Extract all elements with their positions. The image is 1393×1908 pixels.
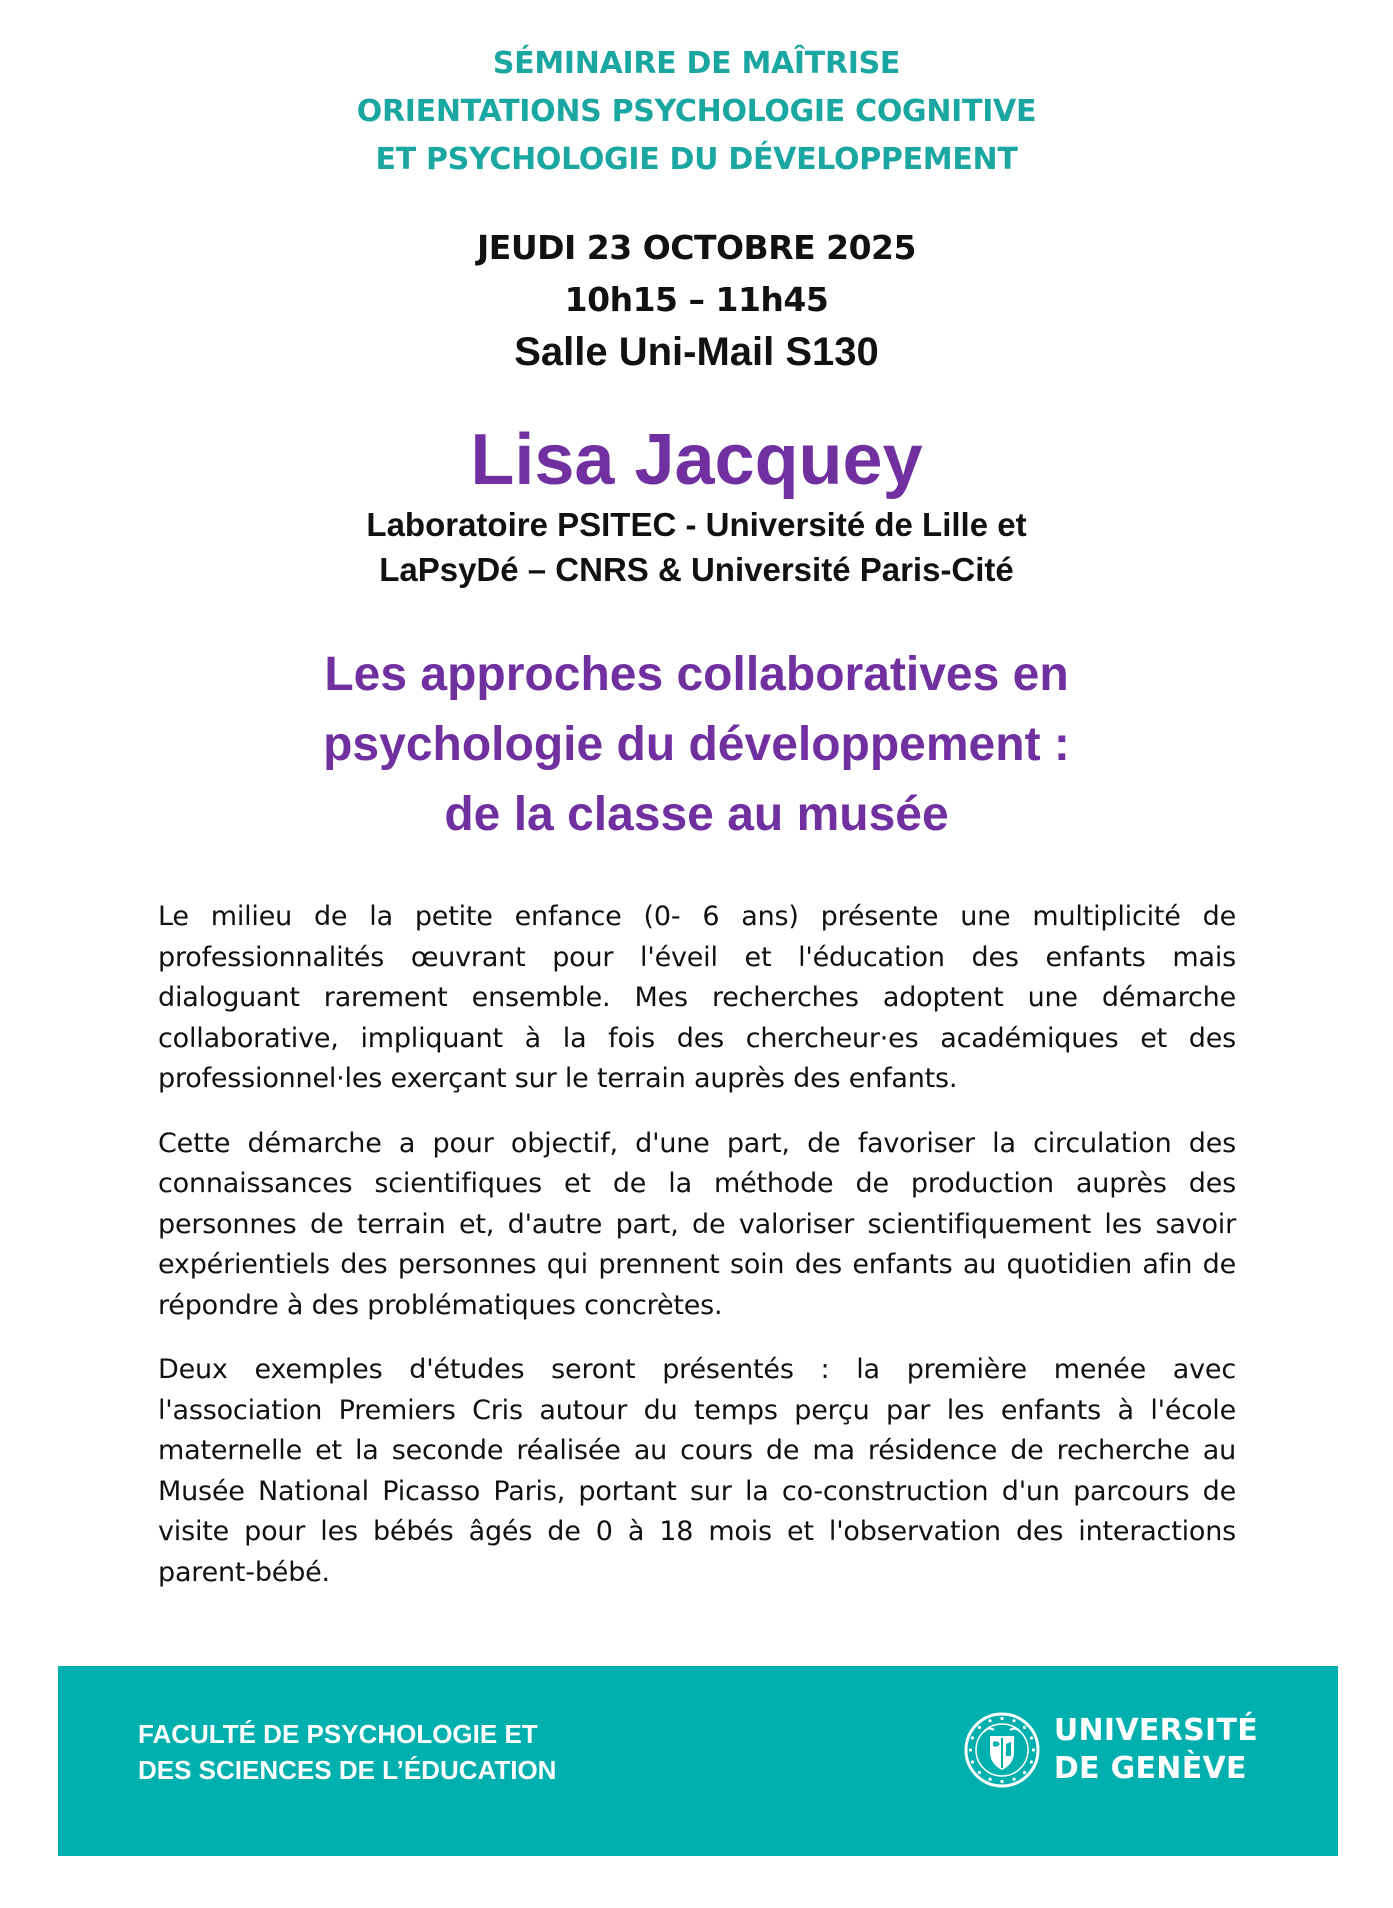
seminar-header: [0, 40, 1393, 184]
event-time: 10h15 – 11h45: [564, 280, 829, 319]
affiliation-line-1: Laboratoire PSITEC - Université de Lille et: [366, 506, 1027, 543]
abstract-paragraph-2: Cette démarche a pour objectif, d'une part, de favoriser la circulation des connaissances scientifiques et de la méthode de production auprès des personnes de terrain et, d'autre part, de valoriser scientifiquement les savoir expérientiels des personnes qui prennent soin des enfants au quotidien afin de répondre à des problématiques concrètes.: [158, 1127, 1236, 1321]
talk-title-line-1: Les approches collaboratives en: [324, 648, 1069, 701]
faculty-name: [138, 1716, 556, 1788]
talk-title-line-3: de la classe au musée: [444, 788, 949, 841]
university-logo: [964, 1704, 1258, 1796]
speaker-name: Lisa Jacquey: [470, 420, 923, 500]
seminar-heading-line-2: ORIENTATIONS PSYCHOLOGIE COGNITIVE: [356, 94, 1037, 129]
talk-title: [0, 640, 1393, 850]
abstract: [158, 897, 1236, 1617]
faculty-line-2: DES SCIENCES DE L’ÉDUCATION: [138, 1755, 557, 1785]
university-line-1: UNIVERSITÉ: [1053, 1713, 1258, 1748]
university-seal-icon: [964, 1712, 1040, 1788]
seminar-heading-line-1: SÉMINAIRE DE MAÎTRISE: [492, 46, 901, 81]
event-room: Salle Uni-Mail S130: [514, 330, 879, 374]
event-date: JEUDI 23 OCTOBRE 2025: [477, 228, 916, 267]
abstract-paragraph-1: Le milieu de la petite enfance (0- 6 ans) présente une multiplicité de professionnalités œuvrant pour l'éveil et l'éducation des enfants mais dialoguant rarement ensemble. Mes recherches adoptent une démarche collaborative, impliquant à la fois des chercheur·es académiques et des professionnel·les exerçant sur le terrain auprès des enfants.: [158, 901, 1236, 1094]
university-name: [1054, 1712, 1258, 1788]
speaker-affiliation: [0, 502, 1393, 592]
event-details: [0, 222, 1393, 378]
footer-banner: [58, 1666, 1338, 1856]
talk-title-line-2: psychologie du développement :: [323, 718, 1070, 771]
affiliation-line-2: LaPsyDé – CNRS & Université Paris-Cité: [379, 551, 1014, 588]
seminar-heading-line-3: ET PSYCHOLOGIE DU DÉVELOPPEMENT: [375, 142, 1018, 177]
faculty-line-1: FACULTÉ DE PSYCHOLOGIE ET: [138, 1719, 538, 1749]
university-line-2: DE GENÈVE: [1053, 1751, 1247, 1786]
abstract-paragraph-3: Deux exemples d'études seront présentés : la première menée avec l'association Premiers Cris autour du temps perçu par les enfants à l'école maternelle et la seconde réalisée au cours de ma résidence de recherche au Musée National Picasso Paris, portant sur la co-construction d'un parcours de visite pour les bébés âgés de 0 à 18 mois et l'observation des interactions parent-bébé.: [158, 1354, 1236, 1588]
